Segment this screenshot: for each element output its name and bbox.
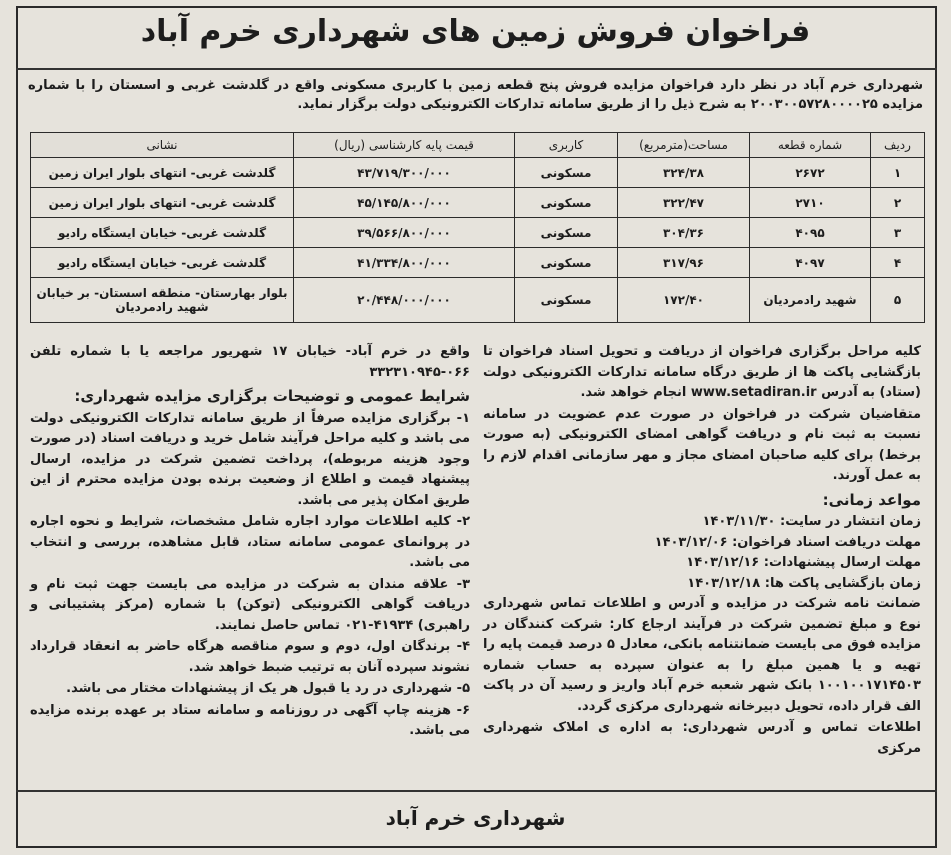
table-row (31, 218, 925, 248)
cell-address: گلدشت غربی- خیابان ایستگاه رادیو (31, 248, 294, 278)
title-divider (16, 68, 937, 70)
procedure-column (483, 342, 921, 760)
header-land-use: کاربری (515, 133, 618, 158)
header-area: مساحت(مترمربع) (618, 133, 750, 158)
cell-base-price: ۴۳/۷۱۹/۳۰۰/۰۰۰ (294, 158, 515, 188)
cell-area: ۳۱۷/۹۶ (618, 248, 750, 278)
condition-item: ۲- کلیه اطلاعات موارد اجاره شامل مشخصات، شرایط و نحوه اجاره در پروانمای عمومی سامانه ستاد، قابل مشاهده، بررسی و انتخاب می باشد. (30, 514, 470, 570)
condition-item: ۱- برگزاری مزایده صرفاً از طریق سامانه تدارکات الکترونیکی دولت می باشد و کلیه مراحل فرآیند شامل خرید و دریافت اسناد (در صورت وجود هزینه مربوطه)، پرداخت تضمین شرکت در مزایده، ارسال پیشنهاد قیمت و اطلاع از وضعیت برنده بودن مزایده محترم از این طریق امکان پذیر می باشد. (30, 410, 470, 508)
lots-table (30, 132, 925, 323)
cell-row-number: ۱ (871, 158, 925, 188)
header-base-price: قیمت پایه کارشناسی (ریال) (294, 133, 515, 158)
cell-address: گلدشت غربی- انتهای بلوار ایران زمین (31, 188, 294, 218)
footer-divider (16, 790, 937, 792)
header-row-number: ردیف (871, 133, 925, 158)
address-phone-paragraph: واقع در خرم آباد- خیابان ۱۷ شهریور مراجعه یا با شماره تلفن ۰۶۶-۳۳۲۳۱۰۹۴۵ (30, 344, 470, 380)
date-item: زمان انتشار در سایت: ۱۴۰۳/۱۱/۳۰ (702, 514, 921, 529)
cell-row-number: ۵ (871, 278, 925, 323)
cell-land-use: مسکونی (515, 248, 618, 278)
cell-row-number: ۲ (871, 188, 925, 218)
cell-plot-number: ۴۰۹۷ (750, 248, 871, 278)
date-item: مهلت دریافت اسناد فراخوان: ۱۴۰۳/۱۲/۰۶ (654, 534, 921, 550)
date-item: مهلت ارسال پیشنهادات: ۱۴۰۳/۱۲/۱۶ (686, 555, 921, 570)
condition-item: ۶- هزینه چاپ آگهی در روزنامه و سامانه ستاد بر عهده برنده مزایده می باشد. (30, 702, 470, 738)
condition-item: ۳- علاقه مندان به شرکت در مزایده می بایست جهت ثبت نام و دریافت گواهی الکترونیکی (توکن) با شماره (مرکز پشتیبانی و راهبری) ۴۱۹۳۴-۰۲۱ تماس حاصل نمایند. (30, 576, 470, 633)
date-item: زمان بازگشایی پاکت ها: ۱۴۰۳/۱۲/۱۸ (687, 575, 921, 591)
condition-item: ۵- شهرداری در رد یا قبول هر یک از پیشنهادات مختار می باشد. (66, 681, 470, 696)
cell-address: گلدشت غربی- خیابان ایستگاه رادیو (31, 218, 294, 248)
header-plot-number: شماره قطعه (750, 133, 871, 158)
cell-base-price: ۳۹/۵۶۶/۸۰۰/۰۰۰ (294, 218, 515, 248)
table-row (31, 278, 925, 323)
registration-paragraph: متقاضیان شرکت در فراخوان در صورت عدم عضویت در سامانه نسبت به ثبت نام و دریافت گواهی امضای الکترونیکی (به صورت برخط) برای کلیه صاحبان امضای مجاز و مهر سازمانی اقدام لازم را به عمل آورند. (483, 406, 921, 483)
cell-plot-number: شهید رادمردیان (750, 278, 871, 323)
cell-plot-number: ۲۷۱۰ (750, 188, 871, 218)
cell-base-price: ۴۵/۱۴۵/۸۰۰/۰۰۰ (294, 188, 515, 218)
condition-item: ۴- برندگان اول، دوم و سوم مناقصه هرگاه حاضر به انعقاد قرارداد نشوند سپرده آنان به ترتیب ضبط خواهد شد. (30, 639, 470, 675)
cell-plot-number: ۴۰۹۵ (750, 218, 871, 248)
table-header-row (31, 133, 925, 158)
intro-paragraph: شهرداری خرم آباد در نظر دارد فراخوان مزایده فروش پنج قطعه زمین با کاربری مسکونی واقع در گلدشت غربی و اسستان را با شماره مزایده ۲۰۰۳۰۰۵۷۲۸۰۰۰۰۲۵ به شرح ذیل را از طریق سامانه تدارکات الکترونیکی دولت برگزار نماید. (28, 78, 923, 112)
page-title: فراخوان فروش زمین های شهرداری خرم آباد (140, 14, 811, 49)
table-row (31, 158, 925, 188)
footer-signature: شهرداری خرم آباد (385, 806, 566, 830)
guarantee-paragraph: ضمانت نامه شرکت در مزایده و آدرس و اطلاعات تماس شهرداری نوع و مبلغ تضمین شرکت در فرآیند ارجاع کار: شرکت کنندگان در مزایده فوق می بایست ضمانتنامه بانکی، معادل ۵ درصد قیمت پایه را تهیه و یا همین مبلغ را به عنوان سپرده به حساب شماره ۱۰۰۱۰۰۱۷۱۴۵۰۳ بانک شهر شعبه خرم آباد واریز و رسید آن در پاکت الف قرار داده، تحویل دبیرخانه شهرداری مرکزی گردد. (483, 596, 921, 714)
cell-row-number: ۴ (871, 248, 925, 278)
cell-area: ۳۲۴/۳۸ (618, 158, 750, 188)
conditions-heading: شرایط عمومی و توضیحات برگزاری مزایده شهرداری: (74, 387, 470, 405)
cell-address: گلدشت غربی- انتهای بلوار ایران زمین (31, 158, 294, 188)
table-row (31, 188, 925, 218)
contact-paragraph: اطلاعات تماس و آدرس شهرداری: به اداره ی املاک شهرداری مرکزی (483, 720, 921, 756)
cell-plot-number: ۲۶۷۲ (750, 158, 871, 188)
cell-land-use: مسکونی (515, 188, 618, 218)
cell-base-price: ۲۰/۴۴۸/۰۰۰/۰۰۰ (294, 278, 515, 323)
cell-area: ۳۲۲/۴۷ (618, 188, 750, 218)
cell-base-price: ۴۱/۳۳۴/۸۰۰/۰۰۰ (294, 248, 515, 278)
dates-heading: مواعد زمانی: (822, 490, 921, 509)
cell-area: ۳۰۴/۳۶ (618, 218, 750, 248)
cell-address: بلوار بهارستان- منطقه اسستان- بر خیابان شهید رادمردیان (31, 278, 294, 323)
cell-land-use: مسکونی (515, 278, 618, 323)
cell-area: ۱۷۲/۴۰ (618, 278, 750, 323)
cell-row-number: ۳ (871, 218, 925, 248)
procedure-paragraph: کلیه مراحل برگزاری فراخوان از دریافت و تحویل اسناد فراخوان تا بازگشایی پاکت ها از طریق درگاه سامانه تدارکات الکترونیکی دولت (ستاد) به آدرس www.setadiran.ir انجام خواهد شد. (483, 344, 921, 400)
table-row (31, 248, 925, 278)
conditions-column (30, 342, 470, 743)
cell-land-use: مسکونی (515, 218, 618, 248)
header-address: نشانی (31, 133, 294, 158)
cell-land-use: مسکونی (515, 158, 618, 188)
